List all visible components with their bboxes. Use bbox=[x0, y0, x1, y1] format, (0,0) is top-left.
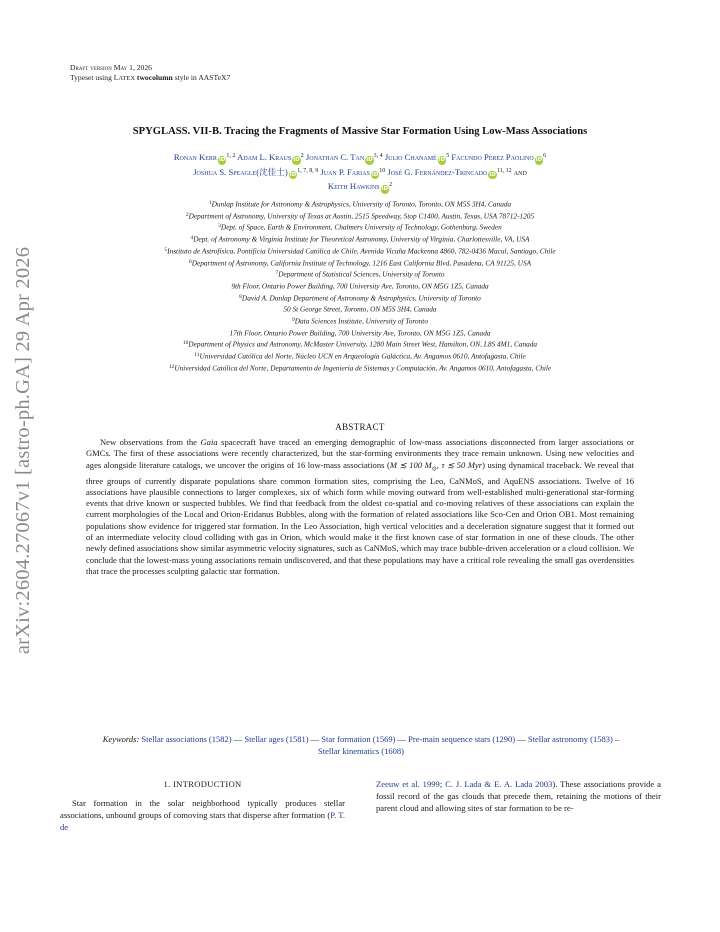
orcid-icon[interactable]: iD bbox=[366, 157, 373, 163]
orcid-icon[interactable]: iD bbox=[218, 157, 226, 163]
running-header bbox=[70, 63, 230, 84]
affiliation: $^1$Dunlap Institute for Astronomy & Astrophysics, University of Toronto, Toronto, ON M5S 3H4, Canada bbox=[208, 199, 512, 209]
orcid-icon[interactable]: iD bbox=[293, 157, 300, 163]
keyword-link[interactable]: Pre-main sequence stars (1290) bbox=[408, 734, 516, 744]
author-name[interactable]: Facundo Pérez Paolino bbox=[451, 152, 534, 162]
abstract-body: New observations from the Gaia spacecraft have traced an emerging demographic of low-mass associations disconnected from larger associations or GMCs. The first of these associations were recently characterized, but the star-forming environments they trace remain unknown. Using new velocities and ages alongside literature catalogs, we uncover the origins of 16 low-mass associations (M ≲ 100 $M_⊙$, τ ≲ 50 Myr) using dynamical traceback. We reveal that three groups of currently disparate populations share common formation sites, comprising the Leo, CaNMoS, and AquENS associations. Twelve of 16 associations have plausible connections to larger complexes, six of which form while moving outward from well-established multi-generational star-forming events that drive known or suspected bubbles. We find that feedback from the oldest co-spatial and co-moving relatives of these associations can explain the current morphologies of the Local and Orion-Eridanus Bubbles, along with the formation of related associations like Sco-Cen and Orion OB1. Most remaining populations show evidence for triggered star formation. In the Leo Association, high vertical velocities and a deceleration signature suggest that it formed out of an intermediate velocity cloud colliding with gas in Orion, which would make it the first known case of star formation in one of these clouds. The other newly defined associations show similar asymmetric velocity signatures, such as CaNMoS, which may trace bubble-driven acceleration or a cloud collision. We conclude that the lowest-mass young associations remain undiscovered, and that these populations may have a critical role revealing the small gas overdensities that trace the processes sculpting galactic star formation. bbox=[86, 437, 634, 576]
author-line-1: Ronan Kerr iD$^{1, 2}$ Adam L. Kraus iD$^2$ Jonathan C. Tan iD$^{3, 4}$ Julio Chanamé iD$^5$ Facundo Pérez Paolino iD$^6$ bbox=[173, 152, 547, 163]
affiliation: $^{11}$Universidad Católica del Norte, Núcleo UCN en Arqueología Galáctica, Av. Angamos 0610, Antofagasta, Chile bbox=[194, 351, 526, 361]
and-word: and bbox=[513, 166, 527, 177]
keyword-link[interactable]: Stellar astronomy (1583) bbox=[527, 734, 613, 744]
author-name[interactable]: Adam L. Kraus bbox=[237, 152, 292, 162]
affiliation: $^6$Department of Astronomy, California Institute of Technology, 1216 East California Blvd, Pasadena, CA 91125, USA bbox=[188, 258, 532, 268]
sun-symbol: ⊙ bbox=[431, 466, 437, 473]
intro-paragraph: Star formation in the solar neighborhood typically produces stellar associations, unbound groups of comoving stars that disperse after formation (P. T. de bbox=[60, 798, 346, 832]
orcid-icon[interactable]: iD bbox=[371, 171, 379, 178]
keyword-link[interactable]: Stellar ages (1581) bbox=[244, 734, 309, 744]
keyword-link[interactable]: Stellar associations (1582) bbox=[141, 734, 232, 744]
keyword-link[interactable]: Stellar kinematics (1608) bbox=[318, 746, 404, 756]
arxiv-identifier[interactable]: arXiv:2604.27067v1 [astro-ph.GA] 29 Apr 2026 bbox=[12, 246, 35, 654]
author-line-2: Joshua S. Speagle(沈佳士) iD$^{1, 7, 8, 9}$ Juan P. Farias iD$^{10}$ José G. Fernández-Trincado iD$^{11, 12}$ and bbox=[193, 166, 527, 178]
mass-expression: M ≲ 100 M bbox=[389, 459, 432, 470]
author-name[interactable]: Keith Hawkins bbox=[327, 181, 380, 191]
author-name[interactable]: Juan P. Farias bbox=[320, 166, 370, 177]
affiliation: $^{12}$Universidad Católica del Norte, Departamento de Ingeniería de Sistemas y Computación, Av. Angamos 0610, Antofagasta, Chile bbox=[168, 363, 552, 373]
affiliation: $^7$Department of Statistical Sciences, University of Toronto bbox=[275, 269, 445, 279]
orcid-icon[interactable]: iD bbox=[381, 186, 389, 192]
right-column: Zeeuw et al. 1999; C. J. Lada & E. A. Lada 2003). These associations provide a fossil record of the gas clouds that precede them, retaining the motions of their parent cloud and allowing sites of star formation to be re- bbox=[376, 779, 661, 813]
author-name[interactable]: Jonathan C. Tan bbox=[305, 152, 365, 162]
author-name[interactable]: Joshua S. Speagle(沈佳士) bbox=[193, 166, 288, 177]
keywords-label: Keywords: bbox=[102, 734, 140, 744]
draft-version: Draft version May 1, 2026 bbox=[70, 63, 152, 72]
affiliation: $^9$Data Sciences Institute, University of Toronto bbox=[292, 316, 428, 326]
abstract-heading: ABSTRACT bbox=[335, 422, 385, 432]
citation-link[interactable]: P. T. de bbox=[60, 810, 346, 832]
affiliation: $^3$Dept. of Space, Earth & Environment, Chalmers University of Technology, Gothenburg, Sweden bbox=[218, 222, 502, 232]
left-column bbox=[60, 778, 345, 833]
author-name[interactable]: Julio Chanamé bbox=[384, 152, 437, 162]
affiliation: 9th Floor, Ontario Power Building, 700 University Ave, Toronto, ON M5G 1Z5, Canada bbox=[231, 281, 489, 291]
latex-mark: ATEX bbox=[118, 75, 136, 82]
affiliation: $^4$Dept. of Astronomy & Virginia Institute for Theoretical Astronomy, University of Virginia, Charlottesville, VA, USA bbox=[190, 234, 530, 244]
citation-link[interactable]: Zeeuw et al. 1999 bbox=[376, 779, 440, 789]
typeset-line: Typeset using LATEX twocolumn style in AASTeX7 bbox=[70, 73, 231, 82]
paper-title: SPYGLASS. VII-B. Tracing the Fragments of Massive Star Formation Using Low-Mass Associations bbox=[132, 126, 588, 137]
keywords: Keywords: Stellar associations (1582) — Stellar ages (1581) — Star formation (1569) — Pre-main sequence stars (1290) — Stellar astronomy (1583) – Stellar kinematics (1608) bbox=[102, 734, 620, 756]
affiliation: 50 St George Street, Toronto, ON M5S 3H4, Canada bbox=[283, 304, 437, 314]
orcid-icon[interactable]: iD bbox=[489, 171, 496, 178]
affiliation: $^{10}$Department of Physics and Astronomy, McMaster University, 1280 Main Street West, Hamilton, ON, L8S 4M1, Canada bbox=[182, 339, 538, 349]
orcid-icon[interactable]: iD bbox=[289, 171, 297, 178]
affiliation: $^5$Instituto de Astrofísica, Pontificia Universidad Católica de Chile, Avenida Vicuña Mackenna 4860, 782-0436 Macul, Santiago, Chile bbox=[164, 246, 556, 256]
affiliation: $^2$Department of Astronomy, University of Texas at Austin, 2515 Speedway, Stop C1400, Austin, Texas, USA 78712-1205 bbox=[185, 211, 535, 221]
gaia-term: Gaia bbox=[200, 437, 218, 447]
affiliation-list bbox=[40, 198, 680, 374]
author-name[interactable]: José G. Fernández-Trincado bbox=[387, 166, 488, 177]
author-name[interactable]: Ronan Kerr bbox=[173, 152, 217, 162]
keyword-link[interactable]: Star formation (1569) bbox=[321, 734, 396, 744]
author-list bbox=[40, 150, 680, 194]
typeset-style: twocolumn bbox=[136, 73, 173, 82]
orcid-icon[interactable]: iD bbox=[535, 157, 543, 163]
arxiv-stamp bbox=[4, 246, 44, 654]
affiliation: 17th Floor, Ontario Power Building, 700 University Ave, Toronto, ON M5G 1Z5, Canada bbox=[229, 328, 491, 338]
affiliation: $^8$David A. Dunlap Department of Astronomy & Astrophysics, University of Toronto bbox=[239, 293, 481, 303]
author-line-3: Keith Hawkins iD$^2$ bbox=[327, 181, 393, 192]
orcid-icon[interactable]: iD bbox=[438, 157, 446, 163]
section-heading: 1. INTRODUCTION bbox=[163, 779, 242, 789]
age-expression: τ ≲ 50 Myr bbox=[441, 459, 483, 470]
citation-link[interactable]: C. J. Lada & E. A. Lada 2003 bbox=[445, 779, 553, 789]
